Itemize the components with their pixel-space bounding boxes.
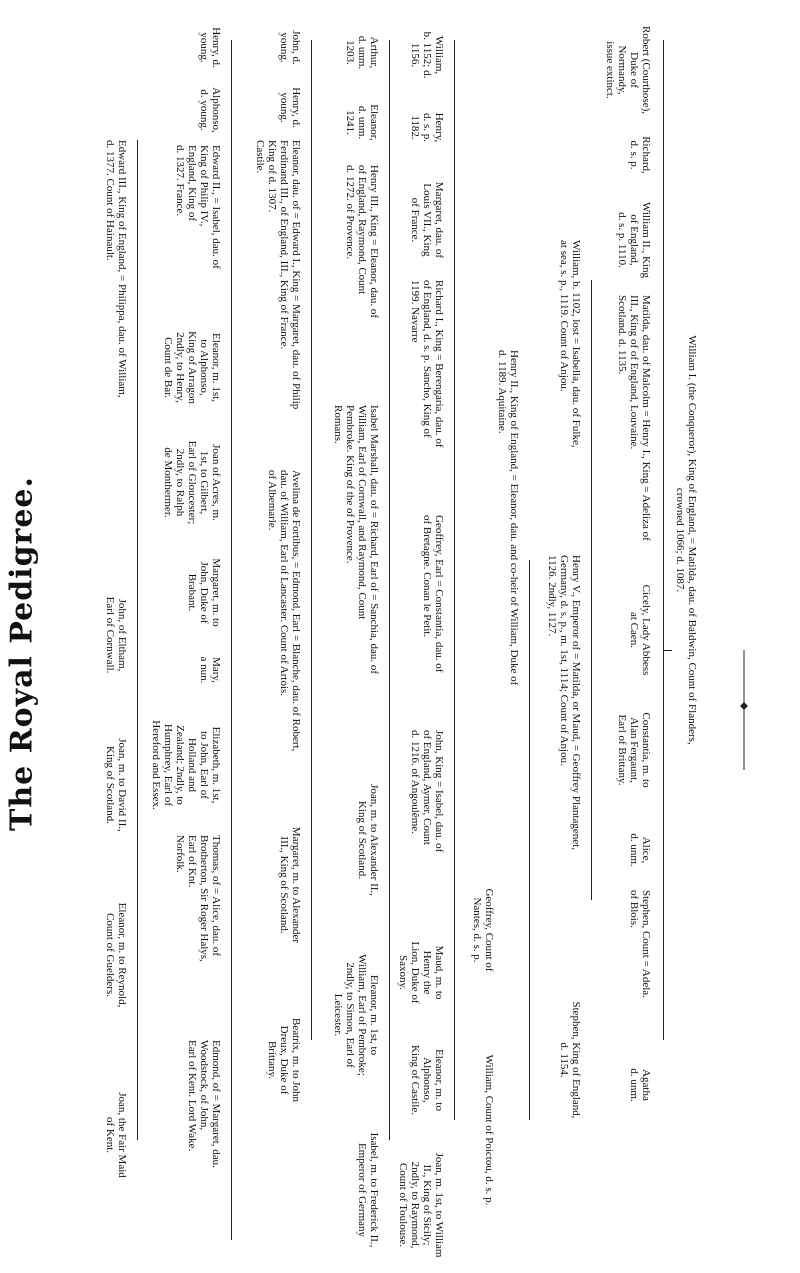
eleanor-arragon-entry: Eleanor, m. 1st, to Alphonso, King of Arragon 2ndly, to Henry, Count de Bar. [162,331,222,404]
edward-ii-entry: Edward II., = Isabel, dau. of King of Philip IV., England, King of d. 1327. France. [174,145,222,269]
john-king-entry: John, King = Isabel, dau. of of England, Aymer, Count d. 1216. of Angoulême. [409,730,445,853]
agatha-entry: Agatha d. unm. [628,1068,652,1102]
isabel-frederick-entry: Isabel, m. to Frederick II., Emperor of Germany [356,1132,380,1248]
mary-nun-entry: Mary, a nun. [198,656,222,684]
richard-entry: Richard, d. s. p. [628,136,652,174]
connector-line [529,560,530,1120]
stephen-king-entry: Stephen, King of England, d. 1154. [558,1001,582,1119]
maud-henry-lion-entry: Maud, m. to Henry the Lion, Duke of Saxony. [397,941,445,1004]
connector-line [389,40,390,1140]
connector-line [591,280,592,900]
beatrix-entry: Beatrix, m. to John Dreux, Duke of Brittany. [266,1017,302,1103]
joan-acres-entry: Joan of Acres, m. 1st, to Gilbert, Earl of Gloucester; 2ndly, to Ralph de Monthermer. [162,440,222,525]
john-young-entry: John, d. young. [278,30,302,65]
henry-d-young-entry: Henry, d. young. [198,27,222,68]
title-ornament-icon [740,650,748,770]
page-title: The Royal Pedigree. [4,476,40,831]
connector-line [231,40,232,1240]
joan-david-entry: Joan, m. to David II., King of Scotland. [104,738,128,832]
connector-line [137,140,138,1140]
alphonso-entry: Alphonso, d. young. [198,87,222,133]
joan-fair-maid-entry: Joan, the Fair Maid of Kent. [104,1092,128,1178]
william-i-entry: William I. (the Conqueror), King of England, = Matilda, dau. of Baldwin, Count of Flanders, crowned 1066; d. 1087. [674,335,698,745]
stephen-count-entry: Stephen, Count = Adela. of Blois. [628,890,652,998]
thomas-brotherton-entry: Thomas, of = Alice, dau. of Brotherton, Sir Roger Halys, Earl of Knt. Norfolk. [174,835,222,962]
william-1152-entry: William, b. 1152; d. 1156. [409,31,445,79]
henry-ii-entry: Henry II., King of England, = Eleanor, dau. and co-heir of William, Duke of d. 1189. Aquitaine. [496,350,520,686]
joan-william-sicily-entry: Joan, m. 1st, to William II., King of Sicily; 2ndly, to Raymond, Count of Toulouse. [397,1152,445,1258]
margaret-brabant-entry: Margaret, m. to John, Duke of Brabant. [186,558,222,627]
john-eltham-entry: John, of Eltham, Earl of Cornwall. [104,596,128,674]
connector-line [311,40,312,1040]
henry-iii-entry: Henry III., King = Eleanor, dau. of of England, Raymond, Count d. 1272. of Provence. [344,165,380,318]
henry-young-entry: Henry, d. young. [278,87,302,128]
elizabeth-holland-entry: Elizabeth, m. 1st, to John, Earl of Holland and Zealand; 2ndly, to Humphrey, Earl of Hereford and Essex. [150,720,222,810]
joan-alexander-entry: Joan, m. to Alexander II., King of Scotland. [356,784,380,896]
cicely-entry: Cicely, Lady Abbess at Caen. [628,584,652,676]
matilda-malcolm-entry: Matilda, dau. of Malcolm = Henry I., King = Adeliza of III., King of of England, Louvaine. Scotland. d. 1135. [616,295,652,541]
geoffrey-nantes-entry: Geoffrey, Count of Nantes, d. s. p. [471,888,495,972]
henry-1182-entry: Henry, d. s. p. 1182. [409,112,445,143]
eleanor-castile-entry: Eleanor, m. to Alphonso, King of Castile. [409,1045,445,1115]
edward-i-entry: Eleanor, dau. of = Edward I., King = Margaret, dau. of Philip Ferdinand III., of England, III., King of France. King of d. 1307. Castile. [254,140,302,410]
william-b-1102-entry: William, b. 1102, lost = Isabella, dau. of Fulke, at sea, s. p., 1119. Count of Anjou. [558,240,582,448]
edmond-lancaster-entry: Avelina de Fortibus, = Edmond, Earl = Blanche, dau. of Robert, dau. of William, Earl of Lancaster. Count of Artois. of Albemarle. [266,470,302,752]
isabel-marshall-richard-entry: Isabel Marshall, dau. of = Richard, Earl of = Sanchia, dau. of William, Earl of Cornwall, and Raymond, Count Pembroke. King of the of Provence. Romans. [332,405,380,674]
edmond-woodstock-entry: Edmond, of = Margaret, dau. Woodstock, of John, Earl of Kent. Lord Wake. [186,1040,222,1168]
margaret-alexander-iii-entry: Margaret, m. to Alexander III., King of Scotland. [278,826,302,944]
connector-line [454,40,455,1120]
robert-entry: Robert (Courthose), Duke of Normandy, issue extinct. [604,26,652,114]
eleanor-1241-entry: Eleanor, d. unm. 1241. [344,104,380,141]
henry-v-matilda-entry: Henry V., Emperor of = Matilda, or Maud, = Geoffrey Plantagenet, Germany, d. s. p., m. 1st, 1114; Count of Anjou. 1126. 2ndly, 1127. [546,555,582,850]
edward-iii-entry: Edward III., King of England, = Philippa, dau. of William, d. 1377. Count of Hainault. [104,140,128,398]
eleanor-pembroke-entry: Eleanor, m. 1st, to William, Earl of Pembroke; 2ndly, to Simon, Earl of Leicester. [332,954,380,1076]
connector-line [664,650,672,651]
william-ii-entry: William II., King of England, d. s. p. 1110. [616,202,652,278]
geoffrey-bretagne-entry: Geoffrey, Earl = Constantia, dau. of of Bretagne. Conan le Petit. [421,515,445,673]
margaret-louis-entry: Margaret, dau. of Louis VII., King of France. [409,181,445,259]
constantia-entry: Constantia, m. to Alan Fergaunt, Earl of Brittany. [616,712,652,788]
william-poictou-entry: William, Count of Poictou, d. s. p. [483,1054,495,1206]
eleanor-reynold-entry: Eleanor, m. to Reynold, Count of Guelders. [104,902,128,1008]
richard-i-entry: Richard I., King = Berengaria, dau. of of England, d. s. p. Sancho, King of 1199. Navarre [409,280,445,448]
arthur-entry: Arthur, d. unm. 1203. [344,35,380,70]
alice-entry: Alice, d. unm. [628,833,652,867]
connector-line [663,40,664,1040]
